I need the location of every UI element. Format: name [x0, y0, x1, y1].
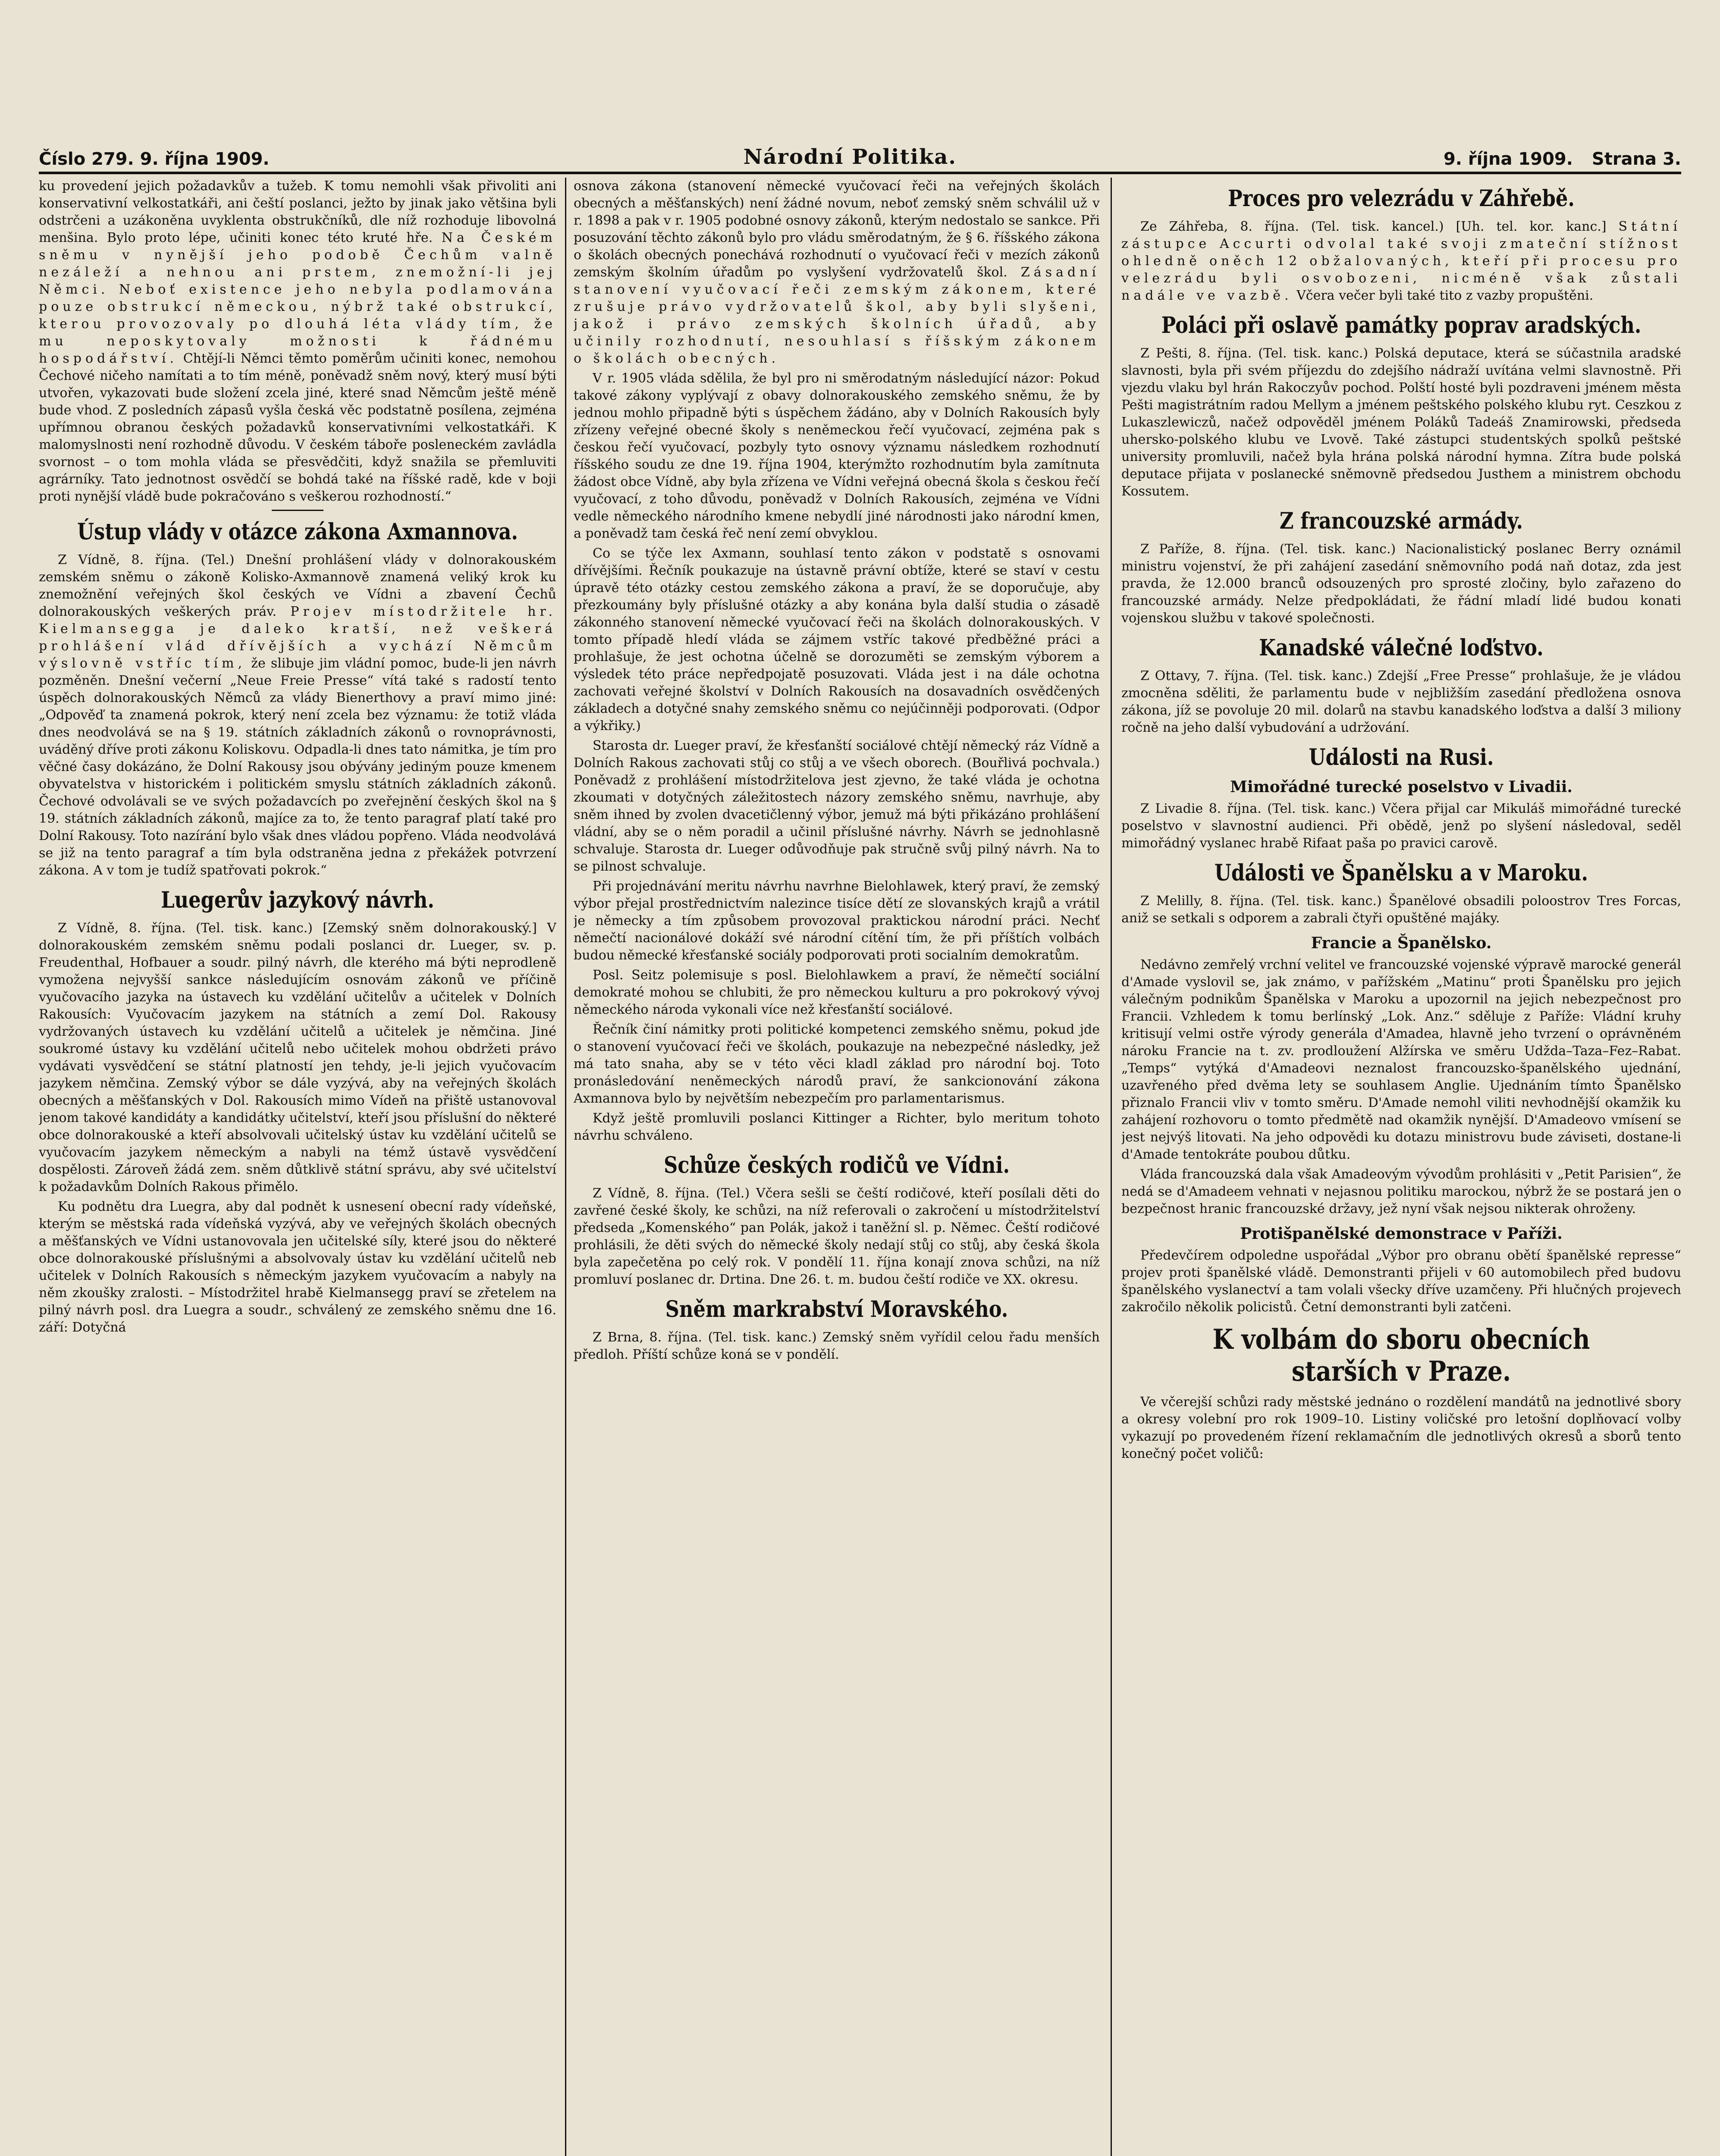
paragraph: Ku podnětu dra Luegra, aby dal podnět k usnesení obecní rady vídeňské, kterým se městská rada vídeňská vyzývá, aby ve veřejných školách obecných a měšťanských ve Vídni ustanovovala jen učitelské síly, které jsou do některé obce dolnorakouské příslušnými a absolvovaly ústav ku vzdělání učitelů neb učitelek v Dolních Rakousích s německým jazykem vyučovacím a nabyly na něm zkoušky zralosti. – Místodržitel hrabě Kielmansegg praví se zřetelem na pilný návrh posl. dra Luegra a soudr., schválený ze zemského sněmu dne 16. září: Dotyčná [39, 1199, 556, 1335]
paragraph: Starosta dr. Lueger praví, že křesťanští sociálové chtějí německý ráz Vídně a Dolních Rakous zachovati stůj co stůj a ve všech oborech. (Bouřlivá pochvala.) Poněvadž z prohlášení místodržitelova jest zjevno, že také vláda je ochotna zkoumati v dotyčných záležitostech názory zemského sněmu, navrhuje, aby sněm ihned by zvolen dvacetičlenný výbor, jemuž má býti přikázáno prohlášení vládní, aby se o něm poradil a učinil příslušné návrhy. Návrh se jednohlasně schvaluje. Starosta dr. Lueger odůvodňuje pak stručně svůj pilný návrh. Na to se pilnost schvaluje. [574, 738, 1100, 874]
article-heading: Luegerův jazykový návrh. [161, 887, 434, 913]
masthead-right [1431, 149, 1681, 169]
article-heading: Z francouzské armády. [1279, 508, 1523, 534]
paragraph: Z Livadie 8. října. (Tel. tisk. kanc.) Včera přijal car Mikuláš mimořádné turecké poselstvo v slavnostní audienci. Při obědě, jenž po slyšení následoval, seděl mimořádný vyslanec hrabě Rifaat paša po pravici carově. [1121, 801, 1681, 851]
paragraph: Když ještě promluvili poslanci Kittinger a Richter, bylo meritum tohoto návrhu schváleno. [574, 1111, 1100, 1143]
column-3 [1121, 178, 1681, 2156]
newspaper-title: Národní Politika. [743, 145, 957, 169]
article-heading: Schůze českých rodičů ve Vídni. [663, 1152, 1010, 1178]
article-heading: Události ve Španělsku a v Maroku. [1214, 860, 1588, 886]
article-subheading: Protišpanělské demonstrace v Paříži. [1240, 1225, 1563, 1243]
masthead-rule [39, 172, 1681, 174]
paragraph: Z Paříže, 8. října. (Tel. tisk. kanc.) Nacionalistický poslanec Berry oznámil ministru vojenství, že při zahájení zasedání sněmovního podá naň dotaz, zda jest pravda, že 12.000 branců odsouzených pro sprosté zločiny, bylo zařazeno do francouzské armády. Nelze předpokládati, že řádní mladí lidé budou konati vojenskou službu v takové společnosti. [1121, 542, 1681, 626]
article-heading: Události na Rusi. [1309, 744, 1494, 771]
article-heading: Poláci při oslavě památky poprav aradských. [1161, 312, 1642, 338]
paragraph: V r. 1905 vláda sdělila, že byl pro ni směrodatným následující názor: Pokud takové zákony vyplývají z obavy dolnorakouského zemského sněmu, že by jednou mohlo připadně býti s úspěchem žádáno, aby v Dolních Rakousích byly zřízeny veřejné obecné školy s neněmeckou řečí vyučovací, zejména pak s českou řečí vyučovací, pozbyly tyto osnovy významu následkem rozhodnutí říšského soudu ze dne 19. října 1904, kterýmžto rozhodnutím byla zamítnuta žádost obce Vídně, aby byla zřízena ve Vídni veřejná obecná škola s českou řečí vyučovací, z toho důvodu, poněvadž v Dolních Rakousích, zejména ve Vídni vedle německého národního kmene nebydlí jiné národnosti jako národní kmen, a poněvadž tam česká řeč není zemí obvyklou. [574, 371, 1100, 541]
article-subheading: Francie a Španělsko. [1311, 934, 1492, 952]
column-divider-1 [565, 178, 566, 2156]
article-heading: Ústup vlády v otázce zákona Axmannova. [77, 519, 518, 545]
article-subheading: Mimořádné turecké poselstvo v Livadii. [1230, 778, 1572, 796]
article-heading: Proces pro velezrádu v Záhřebě. [1228, 185, 1575, 212]
paragraph: Z Brna, 8. října. (Tel. tisk. kanc.) Zemský sněm vyřídil celou řadu menších předloh. Příští schůze koná se v pondělí. [574, 1330, 1100, 1362]
paragraph: Předevčírem odpoledne uspořádal „Výbor pro obranu obětí španělské represse“ projev proti španělské vládě. Demonstranti přijeli v 60 automobilech před budovu španělského vyslanectví a tam volali všecky dříve uzamčeny. Při hlučných projevech zakročilo několik policistů. Četní demonstranti byli zatčeni. [1121, 1248, 1681, 1315]
paragraph: Při projednávání meritu návrhu navrhne Bielohlawek, který praví, že zemský výbor přejal prostřednictvím nalezince tisíce dětí ze slovanských krajů a vrátil je německy a tím způsobem provozoval praktickou národní práci. Nechť němečtí nacionálové dokáží své národní cítění tím, že při příštích volbách budou německé křesťanské sociály podporovati proti socialním demokratům. [574, 879, 1100, 963]
paragraph: Ve včerejší schůzi rady městské jednáno o rozdělení mandátů na jednotlivé sbory a okresy volební pro rok 1909–10. Listiny voličské pro letošní doplňovací volby vykazují po provedeném řízení reklamačním dle jednotlivých okresů a sborů tento konečný počet voličů: [1121, 1395, 1681, 1461]
paragraph: Vláda francouzská dala však Amadeovým vývodům prohlásiti v „Petit Parisien“, že nedá se d'Amadeem vehnati v nejasnou politiku marockou, nýbrž že se postará jen o bezpečnost hranic francouzské državy, jež nyní však nejsou nikterak ohroženy. [1121, 1167, 1681, 1216]
paragraph: Řečník činí námitky proti politické kompetenci zemského sněmu, pokud jde o stanovení vyučovací řeči ve školách, poukazuje na nebezpečné následky, jež má tato snaha, aby se v této věci kladl základ pro národní boj. Toto pronásledování neněmeckých národů praví, že sankcionování zákona Axmannova bylo by největším nebezpečím pro parlamentarismus. [574, 1022, 1100, 1106]
paragraph: Z Vídně, 8. října. (Tel. tisk. kanc.) [Zemský sněm dolnorakouský.] V dolnorakouském zemském sněmu podali poslanci dr. Lueger, sv. p. Freudenthal, Hofbauer a soudr. pilný návrh, dle kterého má býti neprodleně vymožena nejvyšší sankce následujícím osnovám zákonů ve příčině vyučovacího jazyka na ústavech ku vzdělání učitelův a učitelek v Dolních Rakousích: Vyučovacím jazykem na státních a zemí Dol. Rakousy vydržovaných ústavech ku vzdělání učitelů a učitelek je němčina. Jiné soukromé ústavy ku vzdělání učitelů nebo učitelek mohou obdržeti právo vydávati vysvědčení se státní platností jen tehdy, je-li jejich vyučovacím jazykem němčina. Zemský výbor se dále vyzývá, aby na veřejných školách obecných a měšťanských v Dol. Rakousích mimo Vídeň na přiště ustanovoval jenom takové kandidáty a kandidátky učitelství, kteří jsou příslušní do některé obce dolnorakouské a kteří absolvovali učitelský ústav ku vzdělání učitelů se vyučovacím jazykem německým a nabyli na témž ústavě vysvědčení dospělosti. Zároveň žádá zem. sněm důtklivě státní správu, aby své učitelství k požadavkům Dolních Rakous přimělo. [39, 921, 556, 1194]
article-heading: Kanadské válečné loďstvo. [1259, 635, 1544, 661]
paragraph: osnova zákona (stanovení německé vyučovací řeči na veřejných školách obecných a měšťanských) není žádné novum, neboť zemský sněm schválil už v r. 1898 a pak v r. 1905 podobné osnovy zákonů, kterým nedostalo se sankce. Při posuzování těchto zákonů bylo pro vládu směrodatným, že § 6. říšského zákona o školách obecných ponechává rozhodnutí o vyučovací řeči v mezích zákonů zemským školním úřadům po vyslyšení vydržovatelů škol. Zásadní stanovení vyučovací řeči zemským zákonem, které zrušuje právo vydržovatelů škol, aby byli slyšeni, jakož i právo zemských školních úřadů, aby učinily rozhodnutí, nesouhlasí s říšským zákonem o školách obecných. [574, 179, 1100, 366]
issue-date: 9. října 1909. [1443, 149, 1573, 169]
column-divider-2 [1111, 178, 1112, 2156]
paragraph: Z Vídně, 8. října. (Tel.) Dnešní prohlášení vlády v dolnorakouském zemském sněmu o zákoně Kolisko-Axmannově znamená veliký krok ku znemožnění veřejných škol českých ve Vídni a zbavení Čechů dolnorakouských veškerých práv. Projev místodržitele hr. Kielmansegga je daleko kratší, než veškerá prohlášení vlád dřívějších a vychází Němcům výslovně vstříc tím, že slibuje jim vládní pomoc, bude-li jen návrh pozměněn. Dnešní večerní „Neue Freie Presse“ vítá také s radostí tento úspěch dolnorakouských Němců za vlády Bienerthovy a praví mimo jiné: „Odpověď ta znamená pokrok, který není zcela bez významu: že totiž vláda dnes neodvolává se na § 19. státních základních zákonů o rovnoprávnosti, uváděný dříve proti zákonu Koliskovu. Odpadla-li dnes tato námitka, je tím pro věčné časy dokázáno, že Dolní Rakousy jsou obývány jediným pouze kmenem obyvatelstva v historickém i politickém smyslu státních základních zákonů. Čechové odvolávali se ve svých požadavcích po zveřejnění českých škol na § 19. státních základních zákonů, majíce za to, že tento paragraf platí také pro Dolní Rakousy. Toto nazírání bylo však dnes vládou popřeno. Vláda neodvolává se již na tento paragraf a tím byla odstraněna jedna z překážek potvrzení zákona. A v tom je tudíž spatřovati pokrok.“ [39, 552, 556, 878]
paragraph: Z Ottavy, 7. října. (Tel. tisk. kanc.) Zdejší „Free Presse“ prohlašuje, že je vládou zmocněna sděliti, že parlamentu bude v nejbližším zasedání předložena osnova zákona, jíž se povoluje 20 mil. dolarů na stavbu kanadského loďstva a další 3 miliony ročně na jeho další vybudování a udržování. [1121, 668, 1681, 735]
article-heading: Sněm markrabství Moravského. [665, 1296, 1008, 1322]
paragraph: Ze Záhřeba, 8. října. (Tel. tisk. kancel.) [Uh. tel. kor. kanc.] Státní zástupce Accurti odvolal také svoji zmateční stížnost ohledně oněch 12 obžalovaných, kteří při procesu pro velezrádu byli osvobozeni, nicméně však zůstali nadále ve vazbě. Včera večer byli také tito z vazby propuštěni. [1121, 219, 1681, 303]
article-end-rule [272, 510, 323, 511]
paragraph: Nedávno zemřelý vrchní velitel ve francouzské vojenské výpravě marocké generál d'Amade vyslovil se, jak známo, v pařížském „Matinu“ proti Španělsku pro jejich válečným podnikům Španělska v Maroku a upozornil na jejich nebezpečnost pro Francii. Vzhledem k tomu berlínský „Lok. Anz.“ sděluje z Paříže: Vládní kruhy kritisují velmi ostře výrody generála d'Amadea, hlavně jeho tvrzení o oprávněném nároku Francie na t. zv. prodloužení Alžírska ve směru Udžda–Taza–Fez–Rabat. „Temps“ vytýká d'Amadeovi neznalost francouzsko-španělského ujednání, uzavřeného před dvěma lety se souhlasem Anglie. Ujednáním tímto Španělsko přiznalo Francii vliv v tomto směru. D'Amade nemohl viliti nevhodnější okamžik ku zahájení rozhovoru o tomto předmětě nad okamžik nynější. D'Amadeovo vmísení se jest nejvýš litovati. Na jeho odpovědi ku dotazu ministrovu bude záviseti, dostane-li d'Amade tentokráte poubou důtku. [1121, 957, 1681, 1162]
paragraph: Z Pešti, 8. října. (Tel. tisk. kanc.) Polská deputace, která se súčastnila aradské slavnosti, byla při svém příjezdu do zdejšího nádraží uvítána velmi slavnostně. Při vjezdu vlaku byl hrán Rakoczyův pochod. Polští hosté byli pozdraveni jménem města Pešti magistrátním radou Mellym a jménem peštského polského klubu ryt. Ceszkou z Lukaszlewiczů, načež odpověděl jménem Poláků Tadeáš Znamirowski, předseda uhersko-polského klubu ve Lvově. Také zástupci studentských spolků peštské university promluvili, načež byla hrána polská národní hymna. Zítra bude polská deputace přijata v poslanecké sněmovně předsedou Justhem a ministrem obchodu Kossutem. [1121, 346, 1681, 499]
issue-number: Číslo 279. 9. října 1909. [39, 149, 270, 169]
masthead [39, 139, 1681, 169]
column-2 [574, 178, 1100, 2156]
paragraph: Co se týče lex Axmann, souhlasí tento zákon v podstatě s osnovami dřívějšími. Řečník poukazuje na ústavně právní obtíže, které se staví v cestu úpravě této otázky cestou zemského zákona a praví, že se doporučuje, aby přezkoumány byly příslušné otázky a aby konána byla další studia o zásadě zákonného stanovení německé vyučovací řeči na školách dolnorakouských. V tomto případě hledí vláda se zájmem vstříc takové předběžné práci a prohlašuje, že jest ochotna účelně se dorozuměti se zemským výborem a výsledek této práce nepředpojatě posuzovati. Vláda jest i na dále ochotna zachovati veřejné školství v Dolních Rakousích na dosavadních osvědčených základech a dotyčné snahy zemského sněmu co nejúčinněji podporovati. (Odpor a výkřiky.) [574, 546, 1100, 733]
paragraph: Z Vídně, 8. října. (Tel.) Včera sešli se čeští rodičové, kteří posílali děti do zavřené české školy, ke schůzi, na níž referovali o zakročení u místodržitelství předseda „Komenského“ pan Polák, jakož i taněžní sl. p. Němec. Čeští rodičové prohlásili, že děti svých do německé školy nedají stůj co stůj, aby česká škola byla zapečetěna po celý rok. V pondělí 11. října konají znova schůzi, na níž promluví poslanec dr. Drtina. Dne 26. t. m. budou čeští rodiče ve XX. okresu. [574, 1186, 1100, 1287]
paragraph: Z Melilly, 8. října. (Tel. tisk. kanc.) Španělové obsadili poloostrov Tres Forcas, aniž se setkali s odporem a zabrali čtyři opuštěné majáky. [1121, 893, 1681, 926]
column-1 [39, 178, 556, 2156]
article-heading: K volbám do sboru obecních starších v Praze. [1212, 1323, 1590, 1388]
page-number: Strana 3. [1591, 149, 1681, 169]
paragraph: Posl. Seitz polemisuje s posl. Bielohlawkem a praví, že němečtí sociální demokraté mohou se chlubiti, že pro německou kulturu a pro pokrokový vývoj německého národa vykonali více než křesťanští sociálové. [574, 968, 1100, 1017]
paragraph: ku provedení jejich požadavkův a tužeb. K tomu nemohli však přivoliti ani konservativní velkostatkáři, ani čeští poslanci, ježto by jinak jako většina byli odstrčeni a uzákoněna uvyklenta obstrukčníků, dle níž rozhoduje libovolná menšina. Bylo proto lépe, učiniti konec této kruté hře. Na Českém sněmu v nynější jeho podobě Čechům valně nezáleží a nehnou ani prstem, znemožní-li jej Němci. Neboť existence jeho nebyla podlamována pouze obstrukcí německou, nýbrž také obstrukcí, kterou provozovaly po dlouhá léta vlády tím, že mu neposkytovaly možnosti k řádnému hospodářství. Chtějí-li Němci těmto poměrům učiniti konec, nemohou Čechové ničeho namítati a to tím méně, poněvadž sněm nový, který musí býti utvořen, vykazovati bude složení zcela jiné, které snad Němcům ještě méně bude vhod. Z posledních zápasů vyšla česká věc podstatně posílena, zejména upřímnou obranou českých požadavků konservativními velkostatkáři. K malomyslnosti není rozhodně důvodu. V českém táboře posleneckém zavládla svornost – o tom mohla vláda se přesvědčiti, když snažila se přemluviti agrárníky. Tato jednotnost osvědčí se bohdá také na říšské radě, kde v boji proti nynější vládě bude pokračováno s veškerou rozhodností.“ [39, 179, 556, 504]
